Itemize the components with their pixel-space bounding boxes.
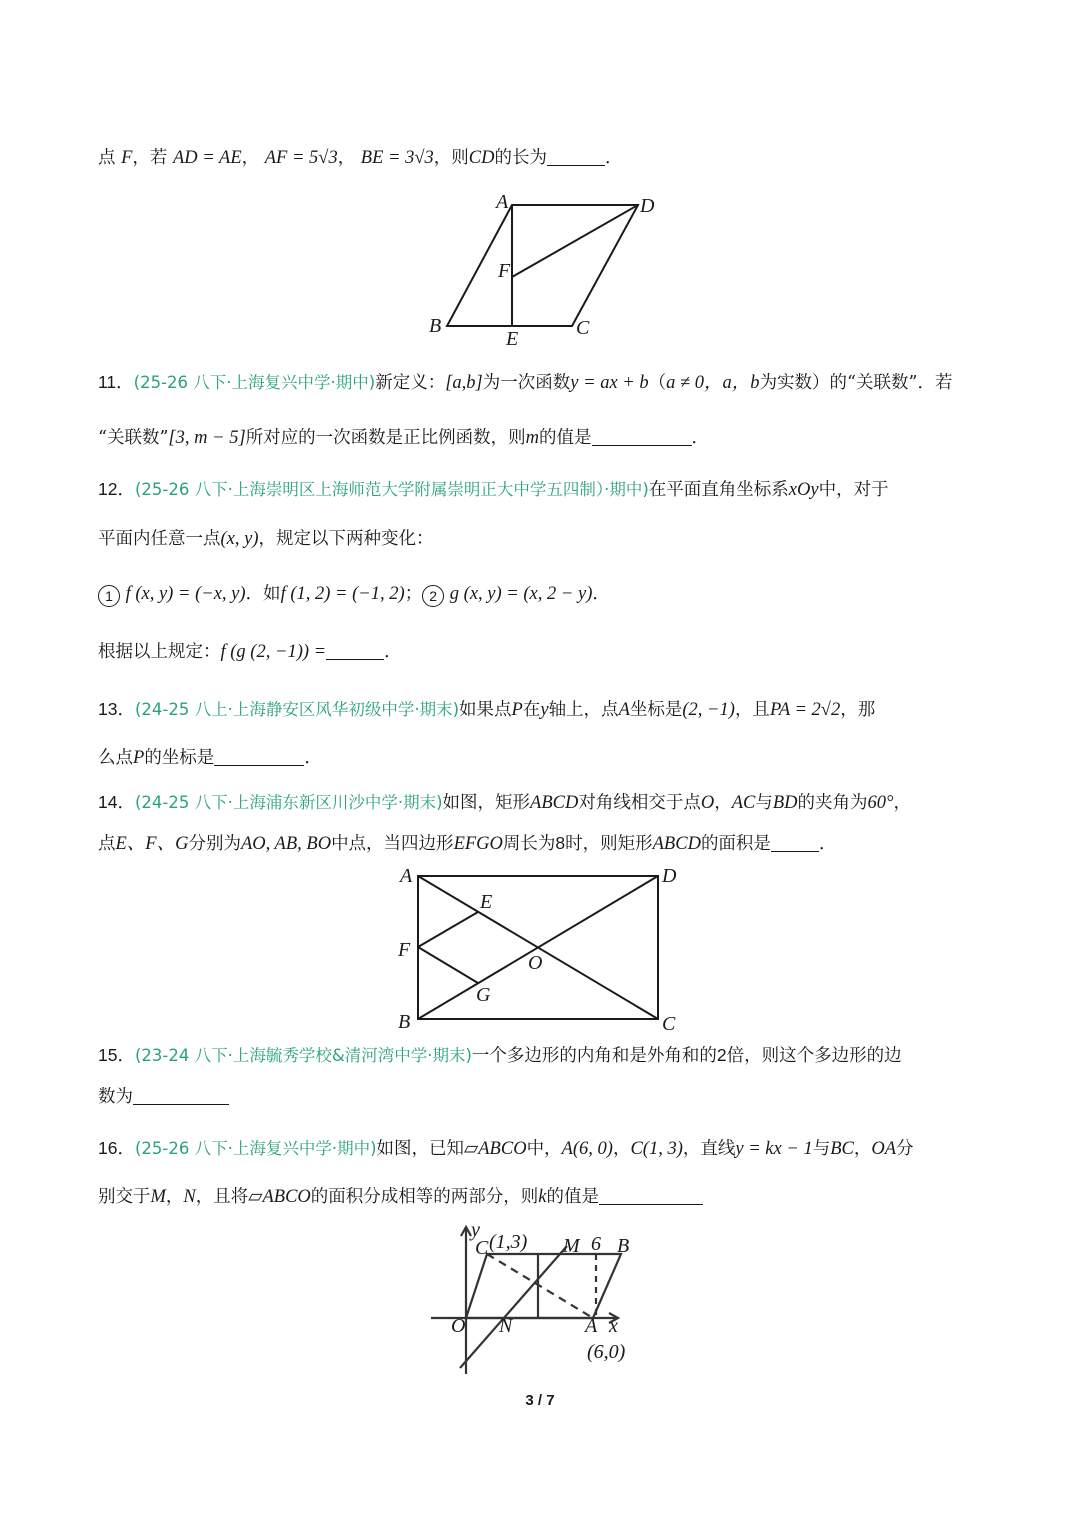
q16-label-a-coord: (6,0) bbox=[587, 1341, 626, 1363]
q10-text-b: ，若 bbox=[132, 148, 173, 168]
q12-line-2 bbox=[98, 525, 982, 553]
q16-text-d: ，直线 bbox=[682, 1139, 736, 1159]
q10-text-c: ， bbox=[241, 148, 260, 168]
q10-label-e: E bbox=[506, 328, 519, 350]
q10-answer-blank bbox=[547, 147, 605, 166]
q12-text-b: 中，对于 bbox=[818, 480, 889, 500]
q16-point-c: C(1, 3) bbox=[630, 1139, 683, 1159]
q16-text-f: ， bbox=[853, 1139, 872, 1159]
q13-point-a: A bbox=[618, 700, 630, 720]
q10-cd: CD bbox=[468, 148, 495, 168]
q13-text-c: 轴上，点 bbox=[548, 700, 619, 720]
q13-text-b: 在 bbox=[522, 700, 541, 720]
q13-point-p2: P bbox=[133, 748, 145, 768]
q14-label-d: D bbox=[662, 865, 677, 887]
q16-bc: BC bbox=[830, 1139, 854, 1159]
q13-source: (24-25 八上·上海静安区风华初级中学·期末) bbox=[134, 700, 460, 719]
q16-line-eq: y = kx − 1 bbox=[735, 1139, 813, 1159]
q13-text-d: 坐标是 bbox=[629, 700, 683, 720]
q16-label-c-coord: (1,3) bbox=[489, 1231, 528, 1253]
q14-answer-blank bbox=[771, 833, 819, 852]
q16-k: k bbox=[538, 1187, 547, 1207]
q14-label-c: C bbox=[662, 1013, 676, 1034]
q15-line-1 bbox=[98, 1041, 982, 1070]
q11-text-h: ． bbox=[691, 428, 710, 448]
q14-efgo: EFGO bbox=[453, 834, 503, 854]
q14-mids: AO, AB, BO bbox=[240, 834, 332, 854]
q13-answer-blank bbox=[214, 747, 304, 766]
q13-y: y bbox=[540, 700, 549, 720]
q11-number: 11． bbox=[98, 372, 134, 392]
q16-parallelogram-abco bbox=[466, 1254, 621, 1318]
q14-rectangle-figure bbox=[392, 862, 692, 1034]
q16-text-c: ， bbox=[612, 1139, 631, 1159]
q10-text-a: 点 bbox=[98, 148, 122, 168]
q16-label-six: 6 bbox=[591, 1233, 601, 1255]
q13-text-a: 如果点 bbox=[459, 700, 512, 720]
q11-text-b: 为一次函数 bbox=[482, 373, 571, 393]
q13-text-e: ，且 bbox=[734, 700, 770, 720]
q10-eq-be: BE = 3√3 bbox=[360, 148, 434, 168]
q12-text-g: ． bbox=[592, 584, 610, 604]
q14-line-1 bbox=[98, 788, 982, 817]
q16-line-1 bbox=[98, 1134, 982, 1163]
q16-label-o: O bbox=[451, 1315, 466, 1337]
q15-source: (23-24 八下·上海毓秀学校&清河湾中学·期末) bbox=[134, 1046, 472, 1065]
q13-point-p: P bbox=[511, 700, 523, 720]
q11-text-c: （ bbox=[648, 373, 667, 393]
q14-text-h: 分别为 bbox=[188, 834, 241, 854]
q16-para2: ▱ABCO bbox=[248, 1187, 311, 1207]
q14-text-m: ． bbox=[818, 834, 837, 854]
q12-text-d: ，规定以下两种变化： bbox=[258, 529, 434, 549]
q14-ac: AC bbox=[731, 793, 756, 813]
q10-point-f: F bbox=[121, 148, 133, 168]
q16-text-e: 与 bbox=[812, 1139, 831, 1159]
q16-text-k: 的面积分成相等的两部分，则 bbox=[310, 1187, 539, 1207]
q16-m: M bbox=[150, 1187, 166, 1207]
q14-text-f: ， bbox=[893, 793, 911, 813]
q13-pa: PA = 2√2 bbox=[769, 700, 841, 720]
q15-text-b: 倍，则这个多边形的边 bbox=[726, 1046, 902, 1066]
q11-bracket: [a,b] bbox=[445, 373, 483, 393]
q12-g-def: g (x, y) = (x, 2 − y) bbox=[449, 584, 593, 604]
q14-number: 14． bbox=[98, 792, 135, 812]
q12-line-3 bbox=[98, 580, 982, 608]
q16-line-2 bbox=[98, 1183, 982, 1211]
q12-source: (25-26 八下·上海崇明区上海师范大学附属崇明正大中学五四制）·期中) bbox=[134, 480, 649, 499]
q12-text-i: ． bbox=[384, 642, 402, 662]
q10-text-g: ． bbox=[605, 148, 623, 168]
q14-label-o: O bbox=[528, 952, 543, 974]
q16-text-l: 的值是 bbox=[546, 1187, 600, 1207]
q10-text-d: ， bbox=[337, 148, 356, 168]
q14-label-g: G bbox=[476, 984, 491, 1006]
q11-text-f: 所对应的一次函数是正比例函数，则 bbox=[245, 428, 526, 448]
q16-text-i: ， bbox=[165, 1187, 184, 1207]
q16-number: 16． bbox=[98, 1138, 135, 1158]
q11-answer-blank bbox=[592, 427, 692, 446]
q14-bd: BD bbox=[772, 793, 798, 813]
q11-var-m: m bbox=[525, 428, 540, 448]
q10-label-a: A bbox=[496, 191, 509, 213]
q16-text-h: 别交于 bbox=[98, 1187, 151, 1207]
q15-text-c: 数为 bbox=[98, 1087, 133, 1107]
q11-line-2 bbox=[98, 424, 982, 452]
q10-text-f: 的长为 bbox=[494, 148, 547, 168]
q12-f-def: f (x, y) = (−x, y) bbox=[125, 584, 246, 604]
q14-text-k: 时，则矩形 bbox=[565, 834, 653, 854]
q15-line-2 bbox=[98, 1083, 982, 1111]
q14-label-f: F bbox=[398, 939, 411, 961]
q14-text-i: 中点，当四边形 bbox=[331, 834, 454, 854]
q10-parallelogram-abcd bbox=[447, 205, 638, 326]
q10-eq-ad-ae: AD = AE bbox=[172, 148, 242, 168]
q10-label-f: F bbox=[498, 260, 511, 282]
q16-text-g: 分 bbox=[896, 1139, 914, 1159]
q14-label-e: E bbox=[480, 891, 493, 913]
q10-text-e: ，则 bbox=[433, 148, 469, 168]
q13-text-g: 么点 bbox=[98, 748, 133, 768]
q16-label-x: x bbox=[609, 1315, 618, 1337]
q10-parallelogram-figure bbox=[420, 188, 670, 350]
q16-point-a: A(6, 0) bbox=[561, 1139, 613, 1159]
q11-line-1 bbox=[98, 368, 982, 397]
q13-coord-a: (2, −1) bbox=[682, 700, 735, 720]
q12-text-c: 平面内任意一点 bbox=[98, 529, 221, 549]
q16-label-y: y bbox=[471, 1222, 480, 1241]
q11-text-d: 为实数）的“关联数”．若 bbox=[759, 373, 953, 393]
q13-line-1 bbox=[98, 695, 982, 724]
q16-text-j: ，且将 bbox=[195, 1187, 249, 1207]
q11-cond: a ≠ 0，a，b bbox=[666, 373, 760, 393]
q12-number: 12． bbox=[98, 479, 135, 499]
q14-text-a: 如图，矩形 bbox=[442, 793, 531, 813]
q14-line-2 bbox=[98, 829, 982, 858]
q13-text-i: ． bbox=[304, 748, 322, 768]
q12-line-4 bbox=[98, 638, 982, 666]
q14-abcd: ABCD bbox=[530, 793, 579, 813]
q14-text-e: 的夹角为 bbox=[797, 793, 868, 813]
q14-angle: 60° bbox=[867, 793, 894, 813]
q16-text-a: 如图，已知 bbox=[376, 1139, 465, 1159]
q16-para: ▱ABCO bbox=[464, 1139, 527, 1159]
q16-label-n: N bbox=[499, 1315, 513, 1337]
q13-text-f: ，那 bbox=[840, 700, 876, 720]
q12-circle-1: 1 bbox=[98, 585, 120, 607]
q10-eq-af: AF = 5√3 bbox=[264, 148, 338, 168]
q14-text-g: 点 bbox=[98, 834, 116, 854]
q16-source: (25-26 八下·上海复兴中学·期中) bbox=[134, 1139, 377, 1158]
q16-label-m: M bbox=[563, 1235, 580, 1257]
q13-line-2 bbox=[98, 744, 982, 772]
q10-label-d: D bbox=[640, 195, 655, 217]
q14-o: O bbox=[700, 793, 715, 813]
q13-number: 13． bbox=[98, 699, 135, 719]
q12-f-ex: f (1, 2) = (−1, 2) bbox=[280, 584, 405, 604]
q16-label-c: C bbox=[475, 1237, 489, 1259]
q16-n: N bbox=[183, 1187, 196, 1207]
q14-label-b: B bbox=[398, 1011, 411, 1033]
q12-text-e: ．如 bbox=[245, 584, 281, 604]
q12-line-1 bbox=[98, 475, 982, 504]
q11-text-a: 新定义： bbox=[375, 373, 446, 393]
q16-coordinate-figure bbox=[425, 1222, 665, 1382]
q14-segment-fg bbox=[418, 947, 478, 983]
q15-answer-blank bbox=[133, 1086, 229, 1105]
q16-label-b: B bbox=[617, 1235, 630, 1257]
q16-answer-blank bbox=[599, 1186, 703, 1205]
q14-eight: 8 bbox=[555, 833, 566, 853]
q16-oa: OA bbox=[871, 1139, 897, 1159]
q12-xoy: xOy bbox=[788, 480, 819, 500]
q14-text-c: ， bbox=[714, 793, 732, 813]
q14-label-a: A bbox=[400, 865, 413, 887]
q12-circle-2: 2 bbox=[422, 585, 444, 607]
q12-text-f: ； bbox=[404, 584, 423, 604]
q12-answer-blank bbox=[326, 641, 384, 660]
q12-text-a: 在平面直角坐标系 bbox=[648, 480, 789, 500]
q11-text-e: “关联数” bbox=[98, 428, 169, 448]
q16-text-b: 中， bbox=[526, 1139, 562, 1159]
page-number: 3 / 7 bbox=[525, 1392, 555, 1409]
q11-source: (25-26 八下·上海复兴中学·期中) bbox=[133, 373, 376, 392]
q10-label-b: B bbox=[429, 315, 442, 337]
q14-text-d: 与 bbox=[755, 793, 773, 813]
q14-source: (24-25 八下·上海浦东新区川沙中学·期末) bbox=[134, 793, 443, 812]
q15-number: 15． bbox=[98, 1045, 135, 1065]
q12-text-h: 根据以上规定： bbox=[98, 642, 221, 662]
q11-text-g: 的值是 bbox=[539, 428, 592, 448]
q10-text bbox=[98, 144, 982, 172]
q13-text-h: 的坐标是 bbox=[144, 748, 215, 768]
q14-abcd2: ABCD bbox=[652, 834, 701, 854]
q15-text-a: 一个多边形的内角和是外角和的 bbox=[471, 1046, 717, 1066]
q16-dashed-diagonal bbox=[487, 1254, 593, 1318]
q14-segment-fe bbox=[418, 912, 478, 947]
q14-text-b: 对角线相交于点 bbox=[578, 793, 701, 813]
q12-point: (x, y) bbox=[220, 529, 259, 549]
q11-bracket2: [3, m − 5] bbox=[168, 428, 246, 448]
q14-efg: E、F、G bbox=[115, 834, 189, 854]
q12-expr: f (g (2, −1)) = bbox=[220, 642, 327, 662]
q14-text-l: 的面积是 bbox=[700, 834, 771, 854]
q10-label-c: C bbox=[576, 317, 590, 339]
q14-text-j: 周长为 bbox=[502, 834, 556, 854]
q11-func: y = ax + b bbox=[570, 373, 649, 393]
q16-label-a: A bbox=[585, 1315, 598, 1337]
q16-line-mn bbox=[460, 1246, 567, 1368]
q15-two: 2 bbox=[716, 1045, 727, 1065]
